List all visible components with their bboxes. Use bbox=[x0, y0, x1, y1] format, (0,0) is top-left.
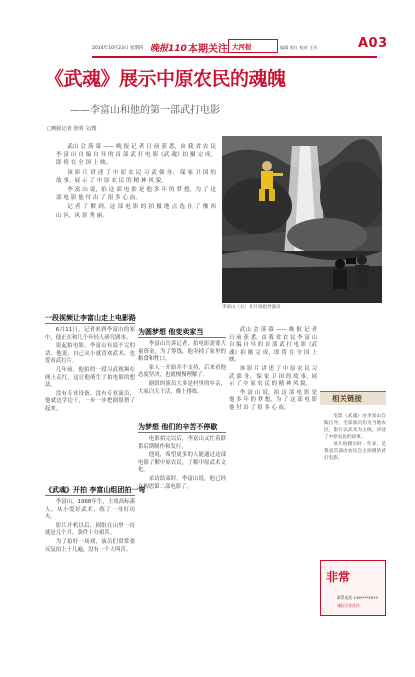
lead-article bbox=[56, 143, 216, 221]
lead-paragraph: 记 者 了 解 到，这 部 电 影 的 拍 摄 地 点 选 在 了 豫 西 山 区，风 景 秀 丽。 bbox=[56, 204, 216, 219]
issue-date: 2014年10月23日 星期四 bbox=[92, 46, 144, 51]
body-paragraph: 李 富 山 说，拍 这 部 电 影 是 他 多 年 的 梦 想，为 了 这 部 电 影 他 付 出 了 很 多 心 血。 bbox=[229, 389, 317, 411]
body-paragraph: 采访结束时，李富山说，他已经在构思第二部电影了。 bbox=[138, 475, 226, 490]
headline: 《武魂》展示中原农民的魂魄 bbox=[45, 68, 286, 90]
body-paragraph: 电影拍完以后，李富山又忙着联系后期制作和发行。 bbox=[138, 436, 226, 450]
byline: □晚报记者 张明 文/图 bbox=[47, 126, 97, 132]
section-body bbox=[229, 327, 317, 414]
related-paragraph: 电影《武魂》由李富山自编自导，全部演员均为当地农民，影片以武术为主线，讲述了中原农民的故事。 bbox=[324, 414, 386, 440]
related-links-body bbox=[324, 413, 386, 462]
ad-subtitle: 诚招合作伙伴 bbox=[337, 603, 360, 608]
body-paragraph: 他说，希望更多的人能通过这部电影了解中原农民，了解中原武术文化。 bbox=[138, 452, 226, 474]
lead-paragraph: 武山 会 落 幕 —— 晚 报 记 者 日 前 获 悉，由 我 省 农 民 李 富 山 自 编 自 导 的 首 部 武 打 电 影《武 魂》拍 摄 完 成，即 将 在 全 国 上 映。 bbox=[56, 144, 216, 167]
ad-title: 非常 bbox=[326, 570, 351, 584]
subheadline: ——李富山和他的第一部武打电影 bbox=[70, 105, 220, 116]
article-photo bbox=[222, 136, 382, 303]
lead-paragraph: 李 富 山 说，拍 这 部 电 影 是 他 多 年 的 梦 想，为 了 这 部 电 影 他 付 出 了 很 多 心 血。 bbox=[56, 187, 216, 202]
related-links-title: 相关链接 bbox=[332, 394, 362, 403]
body-paragraph: 几年前，他拍的一段习武视频在网上走红，这让他萌生了拍电影的想法。 bbox=[45, 366, 135, 389]
page-number: A03 bbox=[358, 36, 388, 51]
section-body bbox=[138, 341, 226, 397]
section-rule bbox=[45, 323, 135, 324]
body-paragraph: 剧组的演员大多是村里的乡亲，大家白天干活，晚上排练。 bbox=[138, 380, 226, 395]
section-heading: 为圆梦想 他变卖家当 bbox=[138, 328, 204, 336]
related-paragraph: 该片拍摄历时一年多，是我省首部由农民自主拍摄的武打电影。 bbox=[324, 442, 386, 461]
brand-name: 大河报 bbox=[232, 43, 252, 51]
section-heading: 为梦想 他们的辛苦不停歇 bbox=[138, 423, 218, 431]
masthead-rule bbox=[92, 56, 377, 58]
body-paragraph: 武山 会 落 幕 —— 晚 报 记 者 日 前 获 悉，由 我 省 农 民 李 富 山 自 编 自 导 的 首 部 武 打 电 影《武 魂》拍 摄 完 成，即 将 在 全 国 上 映。 bbox=[229, 327, 317, 364]
section-heading: 一段视频让李富山走上电影路 bbox=[45, 314, 136, 322]
section-body bbox=[45, 327, 135, 415]
body-paragraph: 该 影 片 讲 述 了 中 原 农 民 习 武 强 身、 保 家 卫 国 的 故 事，展 示 了 中 原 农 民 的 精 神 风 貌。 bbox=[229, 365, 317, 388]
section-body bbox=[45, 499, 135, 555]
body-paragraph: 为了拍好一场戏，演员们常常要反复拍上十几遍，没有一个人叫苦。 bbox=[45, 538, 135, 553]
body-paragraph: 没有专业设备，没有专业演员，他就边学边干，一步一步把剧组搭了起来。 bbox=[45, 390, 135, 412]
body-paragraph: 李富山告诉记者，拍电影需要大量资金，为了筹钱，他卖掉了家里的粮食和牲口。 bbox=[138, 341, 226, 363]
section-rule bbox=[138, 337, 226, 338]
masthead-logo: 晚报110 bbox=[150, 44, 187, 54]
section-rule bbox=[45, 495, 135, 496]
body-paragraph: 影片开机以后，剧组在山里一待就是几个月，条件十分艰苦。 bbox=[45, 522, 135, 537]
column-title: 本期关注 bbox=[188, 44, 228, 55]
body-paragraph: 家人一开始并不支持，后来看他态度坚决，也就慢慢理解了。 bbox=[138, 364, 226, 379]
section-rule bbox=[138, 432, 226, 433]
photo-caption: 李富山（右）在片场指导演员 bbox=[222, 305, 281, 310]
ad-phone: 联系电话 138****5670 bbox=[337, 595, 378, 600]
section-heading: 《武魂》开拍 李富山组团拍一弯 bbox=[45, 486, 146, 494]
body-paragraph: 6月11日，记者来到李富山的家中，他正在和几个年轻人研究剧本。 bbox=[45, 327, 135, 341]
lead-paragraph: 该 影 片 讲 述 了 中 原 农 民 习 武 强 身、 保 家 卫 国 的 故 事，展 示 了 中 原 农 民 的 精 神 风 貌。 bbox=[56, 169, 216, 184]
body-paragraph: 说起拍电影，李富山有说不完的话。他说，自己从小就喜欢武术，也爱看武打片。 bbox=[45, 343, 135, 365]
editors-line: 编辑 张红 校对 王芳 bbox=[280, 45, 318, 50]
body-paragraph: 李富山，1968年生，主攻高标溪人。从小爱好武术，练了一身好功夫。 bbox=[45, 499, 135, 521]
waterfall-scene-image bbox=[222, 136, 382, 303]
section-body bbox=[138, 436, 226, 492]
